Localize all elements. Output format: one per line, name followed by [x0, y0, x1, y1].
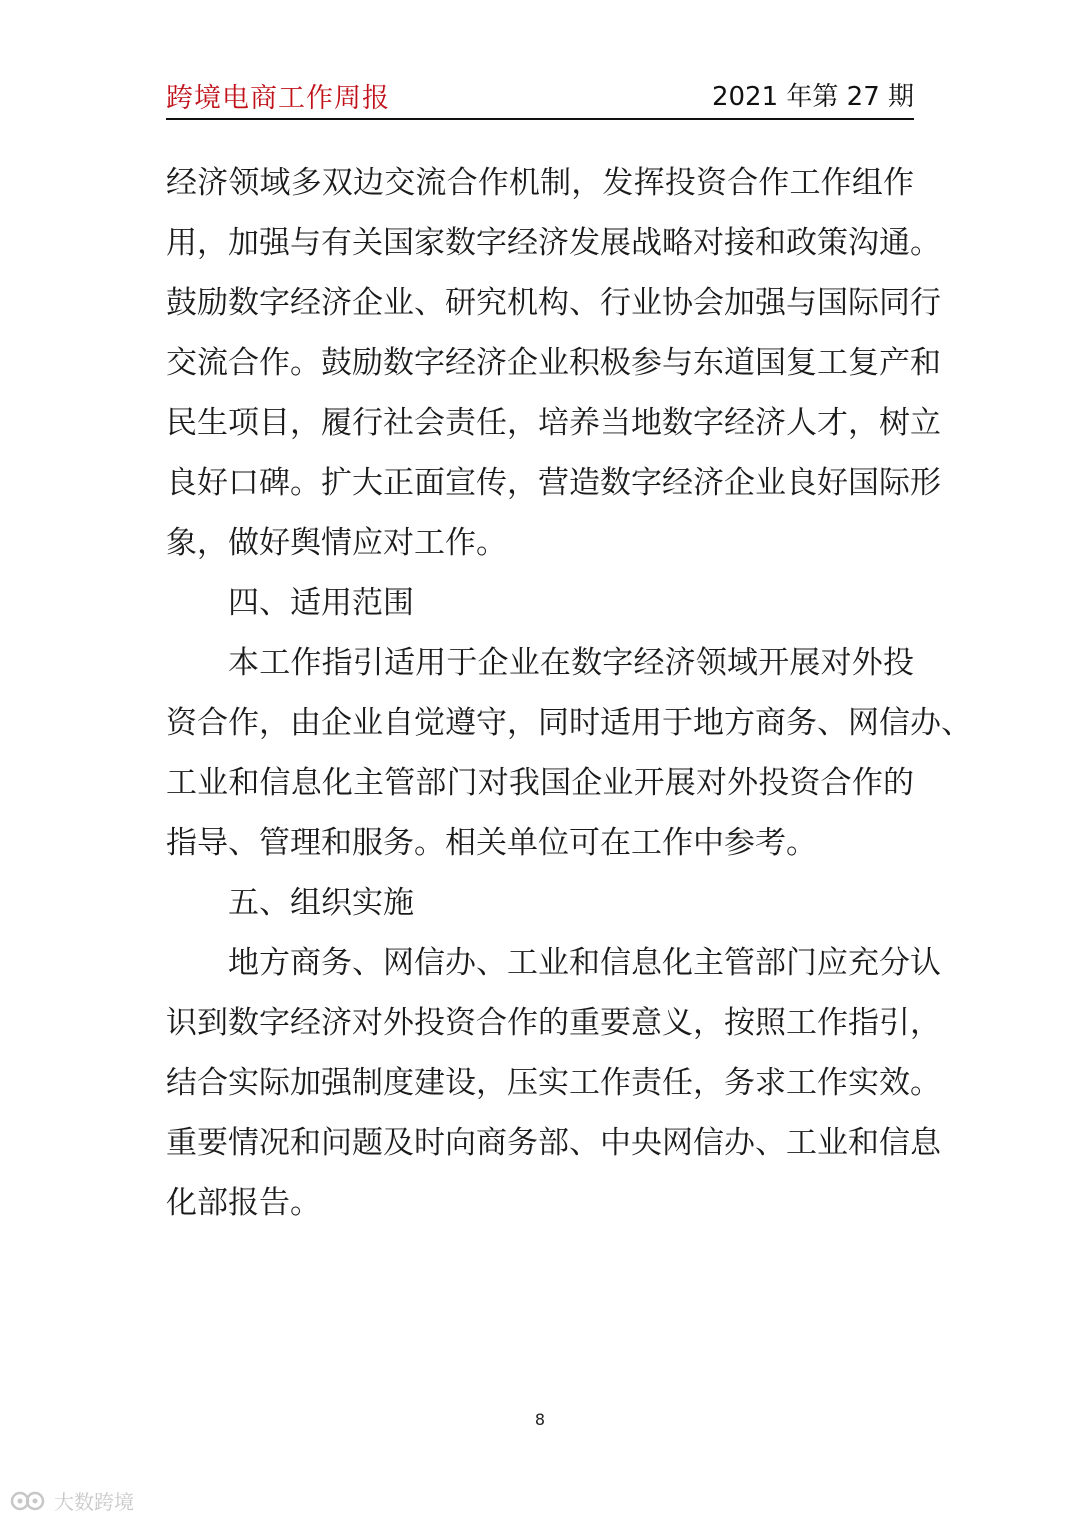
body-line: 用，加强与有关国家数字经济发展战略对接和政策沟通。	[166, 225, 941, 261]
header-title: 跨境电商工作周报	[166, 83, 390, 114]
body-line: 工业和信息化主管部门对我国企业开展对外投资合作的	[166, 765, 914, 801]
watermark	[10, 1486, 134, 1515]
document-body	[166, 153, 972, 1233]
body-line: 地方商务、网信办、工业和信息化主管部门应充分认	[228, 945, 941, 981]
body-line: 良好口碑。扩大正面宣传，营造数字经济企业良好国际形	[166, 465, 941, 501]
body-line: 识到数字经济对外投资合作的重要意义，按照工作指引，	[166, 1005, 941, 1041]
watermark-logo-icon	[10, 1488, 48, 1514]
body-line: 资合作，由企业自觉遵守，同时适用于地方商务、网信办、	[166, 705, 972, 741]
section-heading: 五、组织实施	[228, 885, 414, 921]
body-line: 交流合作。鼓励数字经济企业积极参与东道国复工复产和	[166, 345, 941, 381]
header-rule	[166, 118, 914, 120]
watermark-text: 大数跨境	[54, 1490, 134, 1514]
body-line: 本工作指引适用于企业在数字经济领域开展对外投	[228, 645, 914, 681]
body-line: 象，做好舆情应对工作。	[166, 525, 507, 561]
body-line: 重要情况和问题及时向商务部、中央网信办、工业和信息	[166, 1125, 941, 1161]
page-number: 8	[534, 1410, 546, 1429]
header-issue: 2021 年第 27 期	[711, 82, 914, 112]
body-line: 鼓励数字经济企业、研究机构、行业协会加强与国际同行	[166, 285, 941, 321]
body-line: 指导、管理和服务。相关单位可在工作中参考。	[166, 825, 817, 861]
body-line: 经济领域多双边交流合作机制，发挥投资合作工作组作	[166, 165, 914, 201]
body-line: 结合实际加强制度建设，压实工作责任，务求工作实效。	[166, 1065, 941, 1101]
body-line: 民生项目，履行社会责任，培养当地数字经济人才，树立	[166, 405, 941, 441]
section-heading: 四、适用范围	[228, 585, 414, 621]
body-line: 化部报告。	[166, 1185, 321, 1221]
